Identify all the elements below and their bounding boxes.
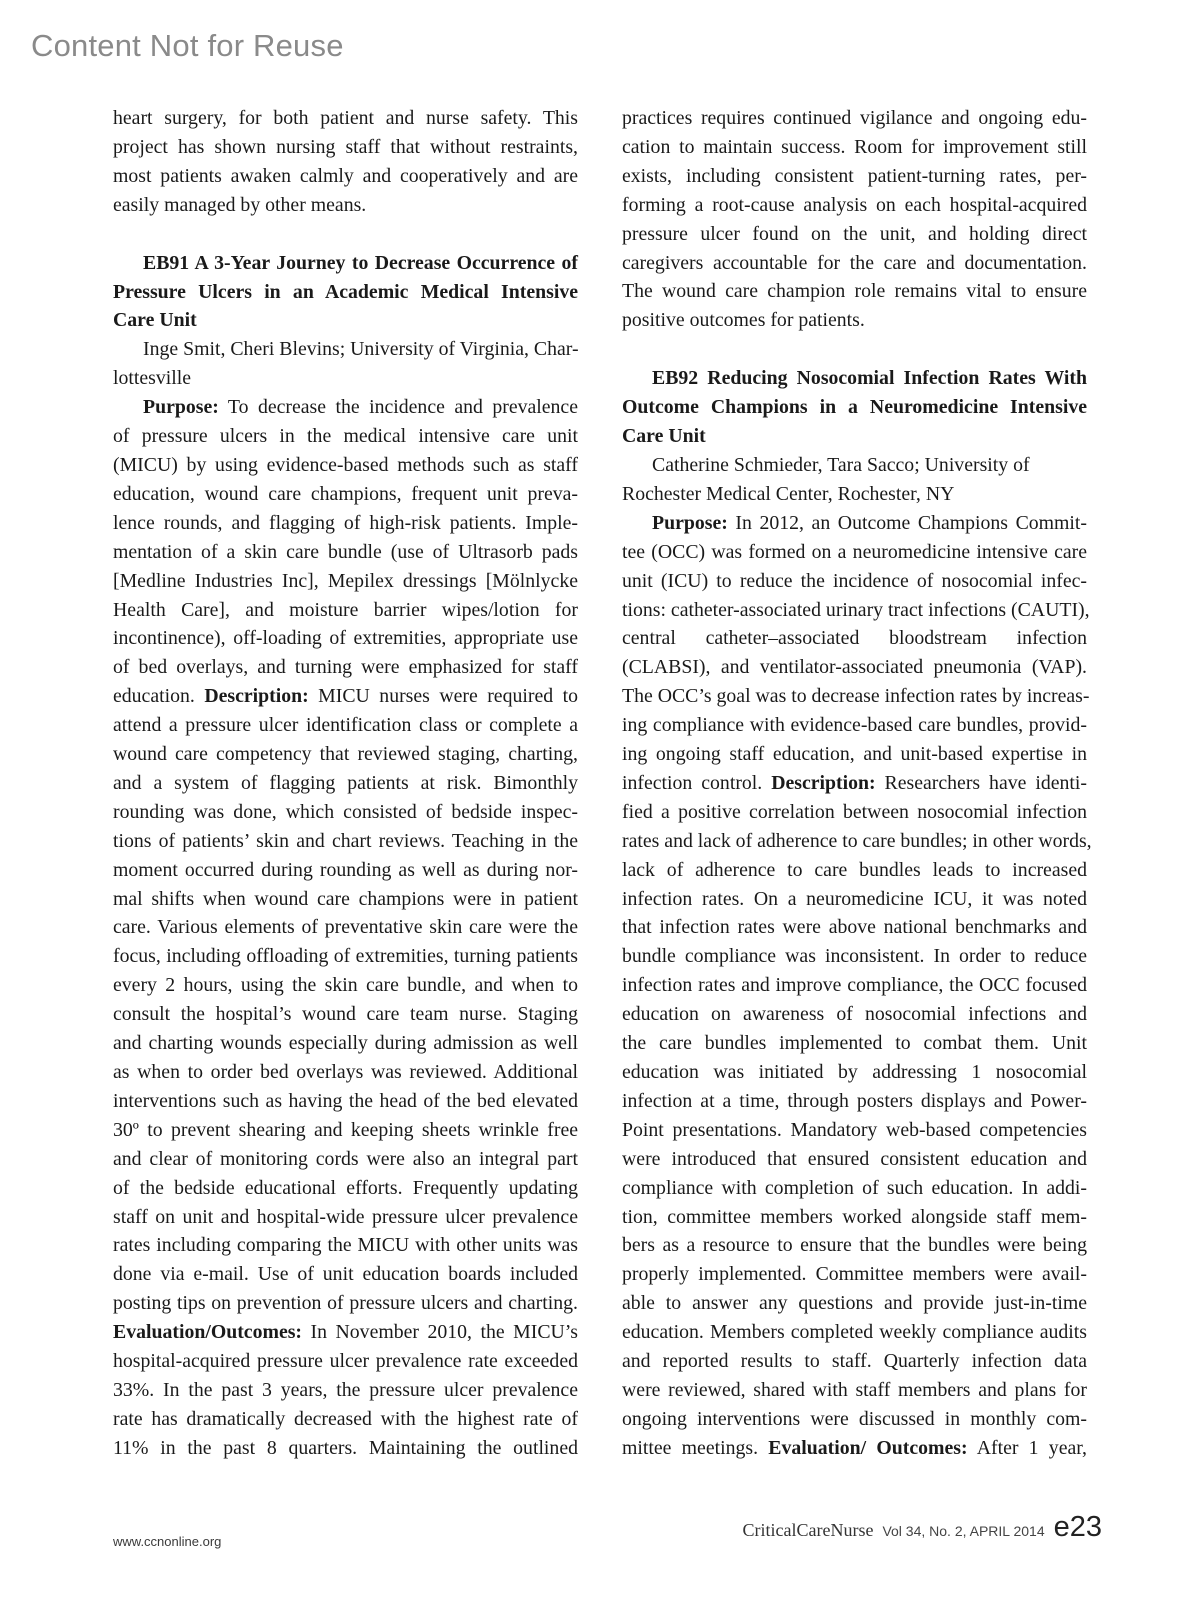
body-line: unit (ICU) to reduce the incidence of nosocomial infec- (622, 569, 1087, 592)
purpose-line: Purpose: To decrease the incidence and prevalence (143, 396, 578, 419)
body-line: and reported results to staff. Quarterly infection data (622, 1350, 1087, 1373)
body-line: tions: catheter-associated urinary tract infections (CAUTI), (622, 598, 1090, 621)
footer-website[interactable]: www.ccnonline.org (113, 1534, 222, 1549)
abstract-authors-eb91 (113, 335, 578, 393)
title-line: EB91 A 3-Year Journey to Decrease Occurrence of (143, 251, 578, 274)
body-line: infection at a time, through posters displays and Power- (622, 1089, 1087, 1112)
body-line: and charting wounds especially during admission as well (113, 1032, 578, 1055)
body-line: rates and lack of adherence to care bundles; in other words, (622, 829, 1092, 852)
body-line: and clear of monitoring cords were also an integral part (113, 1147, 578, 1170)
author-line: Rochester Medical Center, Rochester, NY (622, 482, 955, 505)
body-line: rounding was done, which consisted of bedside inspec- (113, 800, 578, 823)
body-line: the care bundles implemented to combat them. Unit (622, 1032, 1087, 1055)
body-line: Health Care], and moisture barrier wipes/lotion for (113, 598, 578, 621)
body-line: were reviewed, shared with staff members and plans for (622, 1378, 1087, 1401)
title-line: EB92 Reducing Nosocomial Infection Rates With (652, 367, 1087, 390)
body-line: education was initiated by addressing 1 nosocomial (622, 1061, 1087, 1083)
body-line: education, wound care champions, frequent unit preva- (113, 482, 578, 505)
body-line: focus, including offloading of extremities, turning patients (113, 945, 578, 968)
body-line: compliance with completion of such education. In addi- (622, 1176, 1087, 1199)
body-line: were introduced that ensured consistent education and (622, 1147, 1087, 1170)
body-line: easily managed by other means. (113, 193, 367, 216)
body-line: (MICU) by using evidence-based methods such as staff (113, 453, 578, 476)
body-line: properly implemented. Committee members were avail- (622, 1263, 1087, 1286)
body-line: care. Various elements of preventative skin care were the (113, 916, 578, 939)
journal-name: CriticalCareNurse (742, 1520, 874, 1540)
body-line: Point presentations. Mandatory web-based competencies (622, 1118, 1087, 1141)
body-line: ing compliance with evidence-based care bundles, provid- (622, 714, 1087, 737)
body-line: bundle compliance was inconsistent. In order to reduce (622, 945, 1087, 968)
body-line: practices requires continued vigilance and ongoing edu- (622, 107, 1087, 129)
evaluation-label: Evaluation/ Outcomes: (768, 1436, 968, 1459)
body-line: pressure ulcer found on the unit, and holding direct (622, 222, 1087, 245)
purpose-label: Purpose: (143, 396, 219, 419)
body-line: (CLABSI), and ventilator-associated pneumonia (VAP). (622, 656, 1087, 679)
body-line: 30º to prevent shearing and keeping sheets wrinkle free (113, 1118, 578, 1141)
abstract-title-eb91 (113, 249, 578, 336)
body-line: tions of patients’ skin and chart reviews. Teaching in the (113, 829, 578, 852)
body-line: central catheter–associated bloodstream infection (622, 627, 1087, 650)
body-line: done via e-mail. Use of unit education boards included (113, 1263, 578, 1286)
evaluation-label: Evaluation/Outcomes: (113, 1321, 303, 1344)
body-line: most patients awaken calmly and cooperatively and are (113, 164, 578, 187)
body-line: interventions such as having the head of the bed elevated (113, 1089, 578, 1112)
body-line: consult the hospital’s wound care team nurse. Staging (113, 1003, 578, 1026)
body-line: rate has dramatically decreased with the highest rate of (113, 1407, 578, 1430)
body-line: tion, committee members worked alongside staff mem- (622, 1205, 1087, 1228)
body-line: 11% in the past 8 quarters. Maintaining the outlined (113, 1436, 578, 1459)
title-line: Care Unit (622, 425, 706, 448)
body-line: education on awareness of nosocomial infections and (622, 1003, 1087, 1026)
body-line: fied a positive correlation between nosocomial infection (622, 800, 1087, 823)
description-label: Description: (204, 685, 309, 708)
body-line: lack of adherence to care bundles leads to increased (622, 858, 1087, 881)
author-line: lottesville (113, 367, 192, 390)
body-line: of bed overlays, and turning were emphasized for staff (113, 656, 578, 679)
evaluation-line: Evaluation/Outcomes: In November 2010, the MICU’s (113, 1321, 578, 1344)
body-line: [Medline Industries Inc], Mepilex dressings [Mölnlycke (113, 569, 578, 592)
body-line: staff on unit and hospital-wide pressure ulcer prevalence (113, 1205, 578, 1228)
body-line: attend a pressure ulcer identification class or complete a (113, 714, 578, 737)
description-line: infection control. Description: Researchers have identi- (622, 771, 1087, 794)
body-line: project has shown nursing staff that without restraints, (113, 135, 578, 158)
description-line: education. Description: MICU nurses were required to (113, 685, 578, 708)
purpose-line: Purpose: In 2012, an Outcome Champions Commit- (652, 511, 1087, 534)
body-line: caregivers accountable for the care and documentation. (622, 251, 1087, 274)
body-line: that infection rates were above national benchmarks and (622, 916, 1087, 939)
body-line: exists, including consistent patient-turning rates, per- (622, 164, 1087, 187)
body-line: incontinence), off-loading of extremities, appropriate use (113, 627, 578, 650)
body-line: moment occurred during rounding as well as during nor- (113, 858, 578, 881)
title-line: Pressure Ulcers in an Academic Medical Intensive (113, 280, 578, 303)
body-line: wound care competency that reviewed staging, charting, (113, 743, 578, 766)
body-line: tee (OCC) was formed on a neuromedicine intensive care (622, 540, 1087, 563)
body-line: The OCC’s goal was to decrease infection rates by increas- (622, 685, 1090, 708)
body-line: heart surgery, for both patient and nurse safety. This (113, 107, 578, 129)
body-line: of the bedside educational efforts. Frequently updating (113, 1176, 578, 1199)
page-number: e23 (1053, 1511, 1102, 1543)
watermark: Content Not for Reuse (31, 28, 344, 63)
purpose-label: Purpose: (652, 511, 728, 534)
body-line: ongoing interventions were discussed in monthly com- (622, 1407, 1087, 1430)
body-line: hospital-acquired pressure ulcer prevalence rate exceeded (113, 1350, 578, 1373)
abstract-title-eb92 (622, 364, 1087, 451)
body-line: as when to order bed overlays was reviewed. Additional (113, 1061, 578, 1083)
author-line: Inge Smit, Cheri Blevins; University of Virginia, Char- (143, 338, 579, 361)
body-line: ing ongoing staff education, and unit-based expertise in (622, 743, 1087, 766)
body-line: The wound care champion role remains vital to ensure (622, 280, 1087, 303)
body-line: cation to maintain success. Room for improvement still (622, 135, 1087, 158)
body-line: every 2 hours, using the skin care bundle, and when to (113, 974, 578, 997)
description-label: Description: (771, 771, 876, 794)
body-line: and a system of flagging patients at risk. Bimonthly (113, 771, 578, 794)
body-line: bers as a resource to ensure that the bundles were being (622, 1234, 1087, 1257)
body-line: mal shifts when wound care champions were in patient (113, 887, 578, 910)
body-line: 33%. In the past 3 years, the pressure ulcer prevalence (113, 1378, 578, 1401)
body-line: forming a root-cause analysis on each hospital-acquired (622, 193, 1087, 216)
abstract-authors-eb92 (622, 451, 1087, 509)
evaluation-line: mittee meetings. Evaluation/ Outcomes: After 1 year, (622, 1436, 1087, 1459)
body-line: positive outcomes for patients. (622, 309, 865, 332)
journal-issue: Vol 34, No. 2, APRIL 2014 (882, 1523, 1045, 1539)
body-line: of pressure ulcers in the medical intensive care unit (113, 425, 578, 448)
body-line: rates including comparing the MICU with other units was (113, 1234, 578, 1257)
footer-citation (743, 1511, 1103, 1544)
right-column (622, 104, 1092, 1463)
left-column (113, 104, 578, 1463)
body-line: education. Members completed weekly compliance audits (622, 1321, 1087, 1344)
body-line: lence rounds, and flagging of high-risk patients. Imple- (113, 511, 578, 534)
author-line: Catherine Schmieder, Tara Sacco; University of (652, 453, 1030, 476)
title-line: Care Unit (113, 309, 197, 332)
body-line: infection rates. On a neuromedicine ICU, it was noted (622, 887, 1087, 910)
body-line: infection rates and improve compliance, the OCC focused (622, 974, 1087, 997)
body-line: mentation of a skin care bundle (use of Ultrasorb pads (113, 540, 578, 563)
body-line: able to answer any questions and provide just-in-time (622, 1292, 1087, 1315)
title-line: Outcome Champions in a Neuromedicine Intensive (622, 396, 1087, 419)
body-line: posting tips on prevention of pressure ulcers and charting. (113, 1292, 578, 1315)
